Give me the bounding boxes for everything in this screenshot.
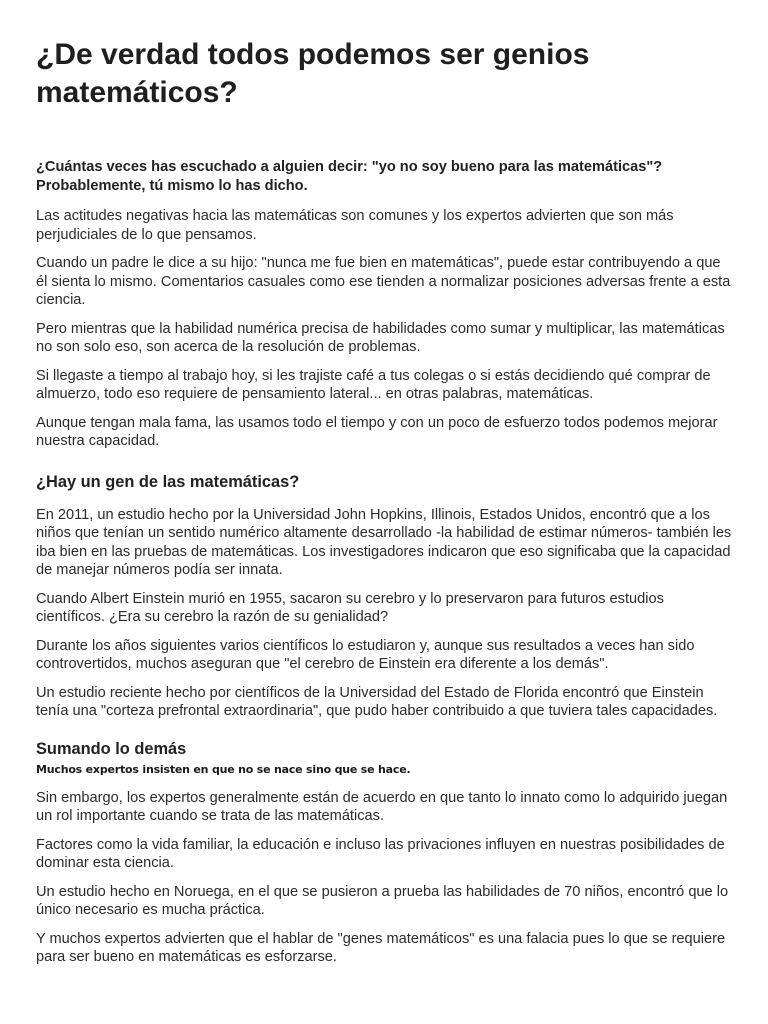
section1-paragraph-3: Durante los años siguientes varios científicos lo estudiaron y, aunque sus resultados a veces han sido controvertidos, muchos aseguran que "el cerebro de Einstein era diferente a los demás". (36, 637, 695, 672)
lead-paragraph: ¿Cuántas veces has escuchado a alguien decir: "yo no soy bueno para las matemáticas"? Probablemente, tú mismo lo has dicho. (36, 159, 663, 194)
article-title: ¿De verdad todos podemos ser genios matemáticos? (36, 38, 590, 109)
section-subheading: Muchos expertos insisten en que no se nace sino que se hace. (36, 762, 411, 776)
section1-paragraph-4: Un estudio reciente hecho por científicos de la Universidad del Estado de Florida encontró que Einstein tenía una "corteza prefrontal extraordinaria", que pudo haber contribuido a que tuviera tales capacidades. (36, 684, 718, 719)
section2-paragraph-3: Un estudio hecho en Noruega, en el que se pusieron a prueba las habilidades de 70 niños, encontró que lo único necesario es mucha práctica. (36, 883, 729, 918)
intro-paragraph-5: Aunque tengan mala fama, las usamos todo el tiempo y con un poco de esfuerzo todos podemos mejorar nuestra capacidad. (36, 414, 718, 449)
intro-paragraph-2: Cuando un padre le dice a su hijo: "nunca me fue bien en matemáticas", puede estar contribuyendo a que él sienta lo mismo. Comentarios casuales como ese tienden a normalizar posiciones adversas frente a esta ciencia. (36, 255, 731, 308)
section2-paragraph-4: Y muchos expertos advierten que el hablar de "genes matemáticos" es una falacia pues lo que se requiere para ser bueno en matemáticas es esforzarse. (36, 930, 726, 965)
section-heading-gene: ¿Hay un gen de las matemáticas? (36, 472, 300, 491)
intro-paragraph-1: Las actitudes negativas hacia las matemáticas son comunes y los expertos advierten que son más perjudiciales de lo que pensamos. (36, 208, 674, 243)
intro-paragraph-4: Si llegaste a tiempo al trabajo hoy, si les trajiste café a tus colegas o si estás decidiendo qué comprar de almuerzo, todo eso requiere de pensamiento lateral... en otras palabras, matemáticas. (36, 367, 711, 402)
section1-paragraph-1: En 2011, un estudio hecho por la Universidad John Hopkins, Illinois, Estados Unidos, encontró que a los niños que tenían un sentido numérico altamente desarrollado -la habilidad de estimar números- también les iba bien en las pruebas de matemáticas. Los investigadores indicaron que eso significaba que la capacidad de manejar números podía ser innata. (36, 506, 732, 578)
section2-paragraph-2: Factores como la vida familiar, la educación e incluso las privaciones influyen en nuestras posibilidades de dominar esta ciencia. (36, 836, 725, 871)
section-heading-sumando: Sumando lo demás (36, 739, 187, 758)
intro-paragraph-3: Pero mientras que la habilidad numérica precisa de habilidades como sumar y multiplicar, las matemáticas no son solo eso, son acerca de la resolución de problemas. (36, 320, 725, 355)
section2-paragraph-1: Sin embargo, los expertos generalmente están de acuerdo en que tanto lo innato como lo adquirido juegan un rol importante cuando se trata de las matemáticas. (36, 789, 728, 824)
section1-paragraph-2: Cuando Albert Einstein murió en 1955, sacaron su cerebro y lo preservaron para futuros estudios científicos. ¿Era su cerebro la razón de su genialidad? (36, 590, 664, 625)
